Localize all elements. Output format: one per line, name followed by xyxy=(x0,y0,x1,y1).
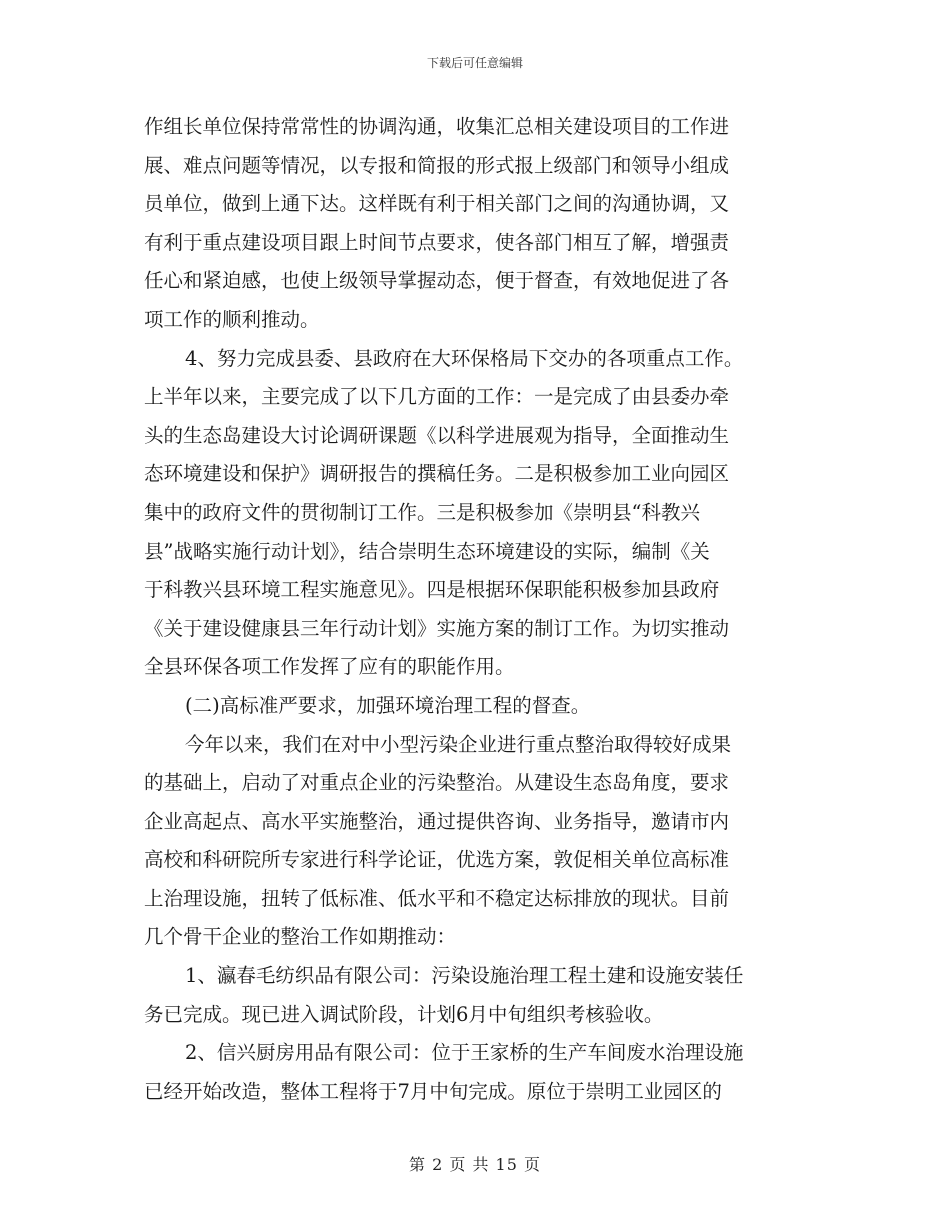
text-line: 《关于建设健康县三年行动计划》实施方案的制订工作。为切实推动 xyxy=(144,616,730,640)
text-line: 上半年以来，主要完成了以下几方面的工作：一是完成了由县委办牵 xyxy=(144,385,730,409)
text-line: 展、难点问题等情况，以专报和简报的形式报上级部门和领导小组成 xyxy=(144,153,730,177)
text-line: 2、信兴厨房用品有限公司：位于王家桥的生产车间废水治理设施 xyxy=(185,1041,744,1065)
text-line: 1、瀛春毛纺织品有限公司：污染设施治理工程土建和设施安装任 xyxy=(185,964,744,988)
text-line: 作组长单位保持常常性的协调沟通，收集汇总相关建设项目的工作进 xyxy=(144,115,730,138)
text-line: (二)高标准严要求，加强环境治理工程的督查。 xyxy=(185,693,591,717)
text-line: 已经开始改造，整体工程将于7月中旬完成。原位于崇明工业园区的 xyxy=(144,1079,722,1103)
text-line: 今年以来，我们在对中小型污染企业进行重点整治取得较好成果 xyxy=(185,732,732,756)
text-line: 态环境建设和保护》调研报告的撰稿任务。二是积极参加工业向园区 xyxy=(144,462,730,486)
text-line: 有利于重点建设项目跟上时间节点要求，使各部门相互了解，增强责 xyxy=(144,230,730,254)
text-line: 任心和紧迫感，也使上级领导掌握动态，便于督查，有效地促进了各 xyxy=(144,269,730,293)
page-header: 下载后可任意编辑 xyxy=(426,56,523,70)
text-line: 4、努力完成县委、县政府在大环保格局下交办的各项重点工作。 xyxy=(185,346,744,370)
text-line: 企业高起点、高水平实施整治，通过提供咨询、业务指导，邀请市内 xyxy=(144,809,730,833)
page-number-footer: 第 2 页 共 15 页 xyxy=(409,1155,541,1174)
text-line: 高校和科研院所专家进行科学论证，优选方案，敦促相关单位高标准 xyxy=(144,848,730,872)
text-line: 县”战略实施行动计划》，结合崇明生态环境建设的实际，编制《关 xyxy=(144,539,710,563)
text-line: 头的生态岛建设大讨论调研课题《以科学进展观为指导，全面推动生 xyxy=(144,423,730,447)
text-line: 集中的政府文件的贯彻制订工作。三是积极参加《崇明县“科教兴 xyxy=(144,500,700,524)
text-line: 于科教兴县环境工程实施意见》。四是根据环保职能积极参加县政府 xyxy=(144,578,720,602)
text-line: 务已完成。现已进入调试阶段，计划6月中旬组织考核验收。 xyxy=(144,1002,664,1026)
text-line: 上治理设施，扭转了低标准、低水平和不稳定达标排放的现状。目前 xyxy=(144,886,730,910)
text-line: 全县环保各项工作发挥了应有的职能作用。 xyxy=(144,655,515,679)
text-line: 项工作的顺利推动。 xyxy=(144,307,320,331)
text-line: 几个骨干企业的整治工作如期推动： xyxy=(144,925,457,949)
text-line: 的基础上，启动了对重点企业的污染整治。从建设生态岛角度，要求 xyxy=(144,771,730,795)
text-line: 员单位，做到上通下达。这样既有利于相关部门之间的沟通协调，又 xyxy=(144,192,730,216)
document-body xyxy=(144,108,808,1111)
